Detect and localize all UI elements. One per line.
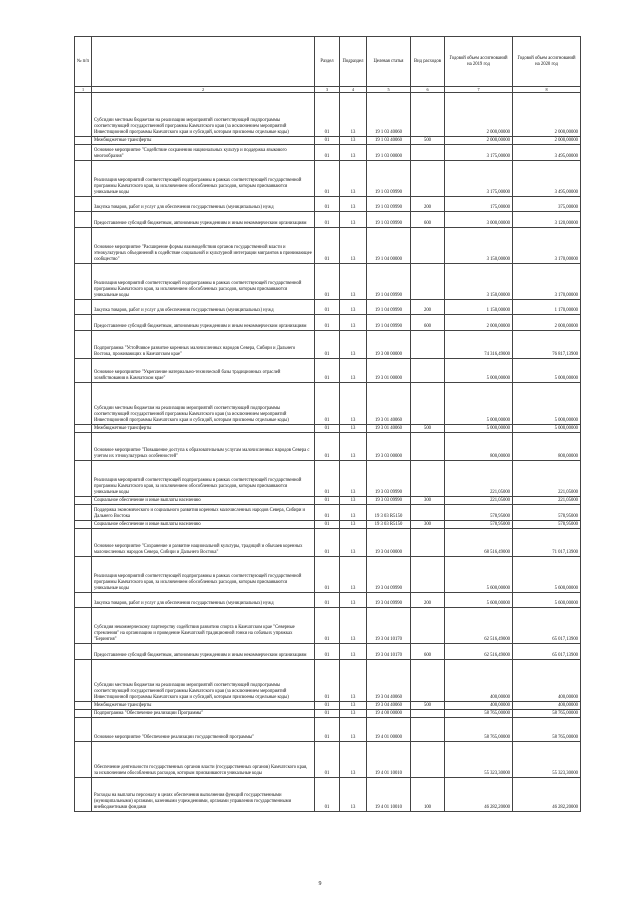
header-name (92, 37, 315, 87)
table-row (75, 710, 581, 718)
row-num-cell (75, 660, 92, 702)
row-kcsr-cell: 19 3 04 10170 (367, 608, 411, 644)
row-vr-cell (411, 710, 445, 718)
row-v2-cell: 3 170,00000 (513, 228, 581, 264)
table-row (75, 497, 581, 505)
row-podrazdel-cell: 13 (340, 197, 367, 212)
row-vr-cell (411, 505, 445, 521)
row-podrazdel-cell: 13 (340, 660, 367, 702)
row-vr-cell: 200 (411, 197, 445, 212)
row-podrazdel-cell: 13 (340, 331, 367, 359)
row-razdel-cell: 01 (315, 212, 340, 228)
row-vr-cell (411, 557, 445, 593)
row-vr-cell (411, 161, 445, 197)
table-row (75, 778, 581, 812)
row-num-cell (75, 264, 92, 300)
row-name-cell: Расходы на выплаты персоналу в целях обеспечения выполнения функций государственными (муниципальными) органами, казенными учреждениями, органами управления государственными внебюджетными фондами (92, 778, 315, 812)
row-podrazdel-cell: 13 (340, 505, 367, 521)
row-kcsr-cell: 19 1 03 09990 (367, 197, 411, 212)
row-podrazdel-cell: 13 (340, 557, 367, 593)
row-vr-cell: 500 (411, 425, 445, 433)
table-row (75, 461, 581, 497)
row-v1-cell: 5 000,00000 (445, 425, 513, 433)
row-vr-cell: 600 (411, 315, 445, 331)
row-num-cell (75, 702, 92, 710)
row-name-cell: Обеспечение деятельности государственных органов власти (государственных органов) Камчатского края, за исключением обособленных расходов, которым присваиваются уникальные коды (92, 742, 315, 778)
row-num-cell (75, 742, 92, 778)
row-razdel-cell: 01 (315, 300, 340, 315)
row-num-cell (75, 557, 92, 593)
column-number: 5 (367, 87, 411, 93)
row-kcsr-cell: 19 1 03 09990 (367, 212, 411, 228)
row-num-cell (75, 644, 92, 660)
row-podrazdel-cell: 13 (340, 93, 367, 137)
row-v1-cell: 400,00000 (445, 702, 513, 710)
row-razdel-cell: 01 (315, 197, 340, 212)
row-v2-cell: 76 817,13900 (513, 331, 581, 359)
row-vr-cell: 100 (411, 778, 445, 812)
row-name-cell: Предоставление субсидий бюджетным, автономным учреждениям и иным некоммерческим организациям (92, 315, 315, 331)
row-v1-cell: 3 000,00000 (445, 212, 513, 228)
row-vr-cell: 300 (411, 497, 445, 505)
row-name-cell: Межбюджетные трансферты (92, 137, 315, 145)
row-v1-cell: 3 175,00000 (445, 145, 513, 161)
row-kcsr-cell: 19 1 04 09990 (367, 264, 411, 300)
row-podrazdel-cell: 13 (340, 778, 367, 812)
row-v1-cell: 3 150,00000 (445, 264, 513, 300)
header-vid-rashodov: Вид расходов (411, 37, 445, 87)
row-v1-cell: 2 000,00000 (445, 137, 513, 145)
row-v2-cell: 1 170,00000 (513, 300, 581, 315)
row-podrazdel-cell: 13 (340, 644, 367, 660)
row-vr-cell (411, 383, 445, 425)
row-kcsr-cell: 19 3 00 00000 (367, 331, 411, 359)
row-name-cell: Основное мероприятие "Укрепление материально-технической базы традиционных отраслей хозяйствования в Камчатском крае" (92, 359, 315, 383)
row-vr-cell: 200 (411, 593, 445, 608)
row-num-cell (75, 718, 92, 742)
row-v2-cell: 65 017,13900 (513, 608, 581, 644)
row-name-cell: Реализация мероприятий соответствующей подпрограммы в рамках соответствующей государственной программы Камчатского края, за исключением обособленных расходов, которым присваиваются уникальные коды (92, 557, 315, 593)
row-name-cell: Межбюджетные трансферты (92, 702, 315, 710)
row-name-cell: Субсидии местным бюджетам на реализацию мероприятий соответствующей подпрограммы соответствующей государственной программы Камчатского края (за исключением мероприятий Инвестиционной программы Камчатского края и субсидий, которым присвоены отдельные коды) (92, 93, 315, 137)
row-name-cell: Основное мероприятие "Расширение формы взаимодействия органов государственной власти и этнокультурных объединений в содействие социальной и культурной интеграции мигрантов в принимающее сообщество" (92, 228, 315, 264)
row-vr-cell (411, 359, 445, 383)
row-podrazdel-cell: 13 (340, 315, 367, 331)
row-podrazdel-cell: 13 (340, 718, 367, 742)
row-kcsr-cell: 19 3 03 09990 (367, 497, 411, 505)
table-row (75, 228, 581, 264)
column-number: 1 (75, 87, 92, 93)
row-v1-cell: 578,95000 (445, 505, 513, 521)
row-num-cell (75, 505, 92, 521)
row-num-cell (75, 331, 92, 359)
row-v1-cell: 221,05000 (445, 461, 513, 497)
row-v2-cell: 221,05000 (513, 497, 581, 505)
row-v2-cell: 578,95000 (513, 505, 581, 521)
row-vr-cell: 500 (411, 702, 445, 710)
row-razdel-cell: 01 (315, 557, 340, 593)
row-razdel-cell: 01 (315, 778, 340, 812)
row-num-cell (75, 228, 92, 264)
row-razdel-cell: 01 (315, 660, 340, 702)
row-v1-cell: 800,00000 (445, 433, 513, 461)
row-v1-cell: 2 000,00000 (445, 315, 513, 331)
row-kcsr-cell: 19 1 03 40060 (367, 137, 411, 145)
column-number: 3 (315, 87, 340, 93)
row-num-cell (75, 778, 92, 812)
row-razdel-cell: 01 (315, 137, 340, 145)
row-name-cell: Реализация мероприятий соответствующей подпрограммы в рамках соответствующей государственной программы Камчатского края, за исключением обособленных расходов, которым присваиваются уникальные коды (92, 461, 315, 497)
row-num-cell (75, 425, 92, 433)
row-podrazdel-cell: 13 (340, 742, 367, 778)
row-kcsr-cell: 19 4 00 00000 (367, 710, 411, 718)
row-name-cell: Поддержка экономического и социального развития коренных малочисленных народов Севера, Сибири и Дальнего Востока (92, 505, 315, 521)
row-kcsr-cell: 19 3 03 09990 (367, 461, 411, 497)
row-kcsr-cell: 19 3 03 R5150 (367, 505, 411, 521)
table-row (75, 212, 581, 228)
page-number: 9 (318, 881, 322, 887)
row-v2-cell: 3 170,00000 (513, 264, 581, 300)
row-kcsr-cell: 19 3 01 00000 (367, 359, 411, 383)
row-v1-cell: 58 765,00000 (445, 718, 513, 742)
row-num-cell (75, 608, 92, 644)
row-kcsr-cell: 19 1 04 00000 (367, 228, 411, 264)
row-podrazdel-cell: 13 (340, 359, 367, 383)
row-vr-cell (411, 461, 445, 497)
row-name-cell: Основное мероприятие "Содействие сохранению национальных культур и поддержка языкового многообразия" (92, 145, 315, 161)
table-row (75, 593, 581, 608)
row-num-cell (75, 145, 92, 161)
row-kcsr-cell: 19 4 01 00000 (367, 718, 411, 742)
row-v1-cell: 46 282,20000 (445, 778, 513, 812)
row-v1-cell: 221,05000 (445, 497, 513, 505)
row-kcsr-cell: 19 3 03 00000 (367, 433, 411, 461)
column-number: 2 (92, 87, 315, 93)
column-number: 8 (513, 87, 581, 93)
table-row (75, 300, 581, 315)
row-num-cell (75, 93, 92, 137)
table-row (75, 264, 581, 300)
table-row (75, 433, 581, 461)
row-v2-cell: 65 017,13900 (513, 644, 581, 660)
row-razdel-cell: 01 (315, 608, 340, 644)
row-podrazdel-cell: 13 (340, 497, 367, 505)
table-row (75, 331, 581, 359)
row-podrazdel-cell: 13 (340, 228, 367, 264)
row-podrazdel-cell: 13 (340, 433, 367, 461)
row-v1-cell: 1 150,00000 (445, 300, 513, 315)
row-kcsr-cell: 19 3 03 R5150 (367, 521, 411, 529)
row-num-cell (75, 593, 92, 608)
row-vr-cell (411, 660, 445, 702)
row-razdel-cell: 01 (315, 228, 340, 264)
row-v2-cell: 55 323,30000 (513, 742, 581, 778)
row-razdel-cell: 01 (315, 702, 340, 710)
row-razdel-cell: 01 (315, 425, 340, 433)
row-kcsr-cell: 19 3 04 09990 (367, 557, 411, 593)
row-v2-cell: 5 000,00000 (513, 383, 581, 425)
table-row (75, 529, 581, 557)
row-kcsr-cell: 19 1 04 09990 (367, 300, 411, 315)
row-v2-cell: 3 120,00000 (513, 212, 581, 228)
row-podrazdel-cell: 13 (340, 529, 367, 557)
row-num-cell (75, 497, 92, 505)
table-row (75, 145, 581, 161)
row-kcsr-cell: 19 3 04 10170 (367, 644, 411, 660)
row-razdel-cell: 01 (315, 461, 340, 497)
row-podrazdel-cell: 13 (340, 425, 367, 433)
row-v2-cell: 800,00000 (513, 433, 581, 461)
row-kcsr-cell: 19 3 04 40060 (367, 660, 411, 702)
row-razdel-cell: 01 (315, 359, 340, 383)
row-v2-cell: 5 600,00000 (513, 557, 581, 593)
row-num-cell (75, 161, 92, 197)
row-razdel-cell: 01 (315, 521, 340, 529)
row-num-cell (75, 197, 92, 212)
row-num-cell (75, 212, 92, 228)
table-row (75, 608, 581, 644)
row-vr-cell (411, 433, 445, 461)
table-row (75, 359, 581, 383)
table-row (75, 383, 581, 425)
row-v1-cell: 3 150,00000 (445, 228, 513, 264)
row-v1-cell: 62 516,49000 (445, 608, 513, 644)
row-razdel-cell: 01 (315, 161, 340, 197)
row-kcsr-cell: 19 1 03 00000 (367, 145, 411, 161)
row-v2-cell: 5 600,00000 (513, 593, 581, 608)
row-v2-cell: 5 000,00000 (513, 359, 581, 383)
row-name-cell: Социальное обеспечение и иные выплаты населению (92, 497, 315, 505)
row-v2-cell: 2 000,00000 (513, 137, 581, 145)
row-razdel-cell: 01 (315, 497, 340, 505)
table-row (75, 93, 581, 137)
row-kcsr-cell: 19 4 01 10010 (367, 742, 411, 778)
row-kcsr-cell: 19 4 01 10010 (367, 778, 411, 812)
row-v2-cell: 2 000,00000 (513, 93, 581, 137)
row-kcsr-cell: 19 1 03 09990 (367, 161, 411, 197)
row-v1-cell: 5 000,00000 (445, 383, 513, 425)
row-razdel-cell: 01 (315, 505, 340, 521)
row-name-cell: Основное мероприятие "Повышение доступа к образовательным услугам малочисленных народов Севера с учетом их этнокультурных особенностей" (92, 433, 315, 461)
row-num-cell (75, 461, 92, 497)
row-podrazdel-cell: 13 (340, 300, 367, 315)
row-num-cell (75, 137, 92, 145)
row-v1-cell: 58 765,00000 (445, 710, 513, 718)
table-row (75, 644, 581, 660)
header-row (75, 37, 581, 87)
table-row (75, 521, 581, 529)
row-name-cell: Реализация мероприятий соответствующей подпрограммы в рамках соответствующей государственной программы Камчатского края, за исключением обособленных расходов, которым присваиваются уникальные коды (92, 264, 315, 300)
table-row (75, 718, 581, 742)
row-v2-cell: 3 495,00000 (513, 145, 581, 161)
table-row (75, 505, 581, 521)
row-podrazdel-cell: 13 (340, 212, 367, 228)
row-vr-cell: 600 (411, 644, 445, 660)
row-podrazdel-cell: 13 (340, 161, 367, 197)
row-vr-cell: 200 (411, 300, 445, 315)
row-name-cell: Закупка товаров, работ и услуг для обеспечения государственных (муниципальных) нужд (92, 300, 315, 315)
row-name-cell: Закупка товаров, работ и услуг для обеспечения государственных (муниципальных) нужд (92, 593, 315, 608)
row-vr-cell: 500 (411, 137, 445, 145)
row-podrazdel-cell: 13 (340, 383, 367, 425)
row-name-cell: Основное мероприятие "Сохранение и развитие национальной культуры, традиций и обычаев коренных малочисленных народов Севера, Сибири и Дальнего Востока" (92, 529, 315, 557)
row-vr-cell (411, 145, 445, 161)
row-razdel-cell: 01 (315, 264, 340, 300)
header-tselevaya-statya: Целевая статья (367, 37, 411, 87)
row-v1-cell: 5 000,00000 (445, 359, 513, 383)
row-name-cell: Подпрограмма "Устойчивое развитие коренных малочисленных народов Севера, Сибири и Дальнего Востока, проживающих в Камчатском крае" (92, 331, 315, 359)
row-num-cell (75, 433, 92, 461)
row-v2-cell: 3 495,00000 (513, 161, 581, 197)
header-podrazdel: Подраздел (340, 37, 367, 87)
row-name-cell: Межбюджетные трансферты (92, 425, 315, 433)
row-podrazdel-cell: 13 (340, 461, 367, 497)
column-number: 6 (411, 87, 445, 93)
row-name-cell: Субсидии местным бюджетам на реализацию мероприятий соответствующей подпрограммы соответствующей государственной программы Камчатского края (за исключением мероприятий Инвестиционной программы Камчатского края и субсидий, которым присвоены отдельные коды) (92, 383, 315, 425)
header-god2: Годовой объем ассигнований на 2020 год (513, 37, 581, 87)
row-name-cell: Закупка товаров, работ и услуг для обеспечения государственных (муниципальных) нужд (92, 197, 315, 212)
row-podrazdel-cell: 13 (340, 145, 367, 161)
row-podrazdel-cell: 13 (340, 521, 367, 529)
row-kcsr-cell: 19 3 04 09990 (367, 593, 411, 608)
table-row (75, 742, 581, 778)
row-v1-cell: 5 600,00000 (445, 557, 513, 593)
row-num-cell (75, 710, 92, 718)
row-v1-cell: 2 000,00000 (445, 93, 513, 137)
row-vr-cell (411, 228, 445, 264)
row-razdel-cell: 01 (315, 710, 340, 718)
row-name-cell: Предоставление субсидий бюджетным, автономным учреждениям и иным некоммерческим организациям (92, 212, 315, 228)
row-num-cell (75, 383, 92, 425)
row-v2-cell: 400,00000 (513, 660, 581, 702)
table-row (75, 660, 581, 702)
budget-table (74, 36, 581, 812)
row-razdel-cell: 01 (315, 315, 340, 331)
row-razdel-cell: 01 (315, 331, 340, 359)
row-vr-cell: 600 (411, 212, 445, 228)
row-v2-cell: 46 282,20000 (513, 778, 581, 812)
row-v2-cell: 58 765,00000 (513, 710, 581, 718)
row-name-cell: Подпрограмма "Обеспечение реализации Программы" (92, 710, 315, 718)
row-v1-cell: 74 316,49000 (445, 331, 513, 359)
row-podrazdel-cell: 13 (340, 608, 367, 644)
row-vr-cell (411, 718, 445, 742)
row-kcsr-cell: 19 3 04 40060 (367, 702, 411, 710)
row-v2-cell: 221,05000 (513, 461, 581, 497)
header-god1: Годовой объем ассигнований на 2019 год (445, 37, 513, 87)
table-row (75, 315, 581, 331)
row-podrazdel-cell: 13 (340, 137, 367, 145)
row-v1-cell: 5 600,00000 (445, 593, 513, 608)
table-row (75, 557, 581, 593)
row-kcsr-cell: 19 1 03 40060 (367, 93, 411, 137)
column-number: 7 (445, 87, 513, 93)
row-num-cell (75, 300, 92, 315)
row-razdel-cell: 01 (315, 383, 340, 425)
row-num-cell (75, 315, 92, 331)
row-razdel-cell: 01 (315, 93, 340, 137)
row-name-cell: Реализация мероприятий соответствующей подпрограммы в рамках соответствующей государственной программы Камчатского края, за исключением обособленных расходов, которым присваиваются уникальные коды (92, 161, 315, 197)
row-vr-cell: 300 (411, 521, 445, 529)
row-razdel-cell: 01 (315, 644, 340, 660)
row-v1-cell: 175,00000 (445, 197, 513, 212)
row-podrazdel-cell: 13 (340, 710, 367, 718)
table-row (75, 425, 581, 433)
row-vr-cell (411, 742, 445, 778)
row-podrazdel-cell: 13 (340, 264, 367, 300)
row-vr-cell (411, 529, 445, 557)
row-v2-cell: 2 000,00000 (513, 315, 581, 331)
row-v1-cell: 400,00000 (445, 660, 513, 702)
row-razdel-cell: 01 (315, 742, 340, 778)
row-name-cell: Субсидия некоммерческому партнерству содействия развитию спорта в Камчатском крае "Северные стремления" на организацию и проведение Камчатской традиционной гонки на собачьих упряжках "Берингия" (92, 608, 315, 644)
row-v2-cell: 71 017,13900 (513, 529, 581, 557)
row-razdel-cell: 01 (315, 433, 340, 461)
row-razdel-cell: 01 (315, 718, 340, 742)
row-name-cell: Основное мероприятие "Обеспечение реализации государственной программы" (92, 718, 315, 742)
row-v2-cell: 375,00000 (513, 197, 581, 212)
row-num-cell (75, 521, 92, 529)
row-v2-cell: 400,00000 (513, 702, 581, 710)
row-v2-cell: 578,95000 (513, 521, 581, 529)
table-body (75, 93, 581, 812)
row-name-cell: Предоставление субсидий бюджетным, автономным учреждениям и иным некоммерческим организациям (92, 644, 315, 660)
row-num-cell (75, 529, 92, 557)
row-kcsr-cell: 19 1 04 09990 (367, 315, 411, 331)
table-row (75, 197, 581, 212)
column-number: 4 (340, 87, 367, 93)
row-v1-cell: 55 323,30000 (445, 742, 513, 778)
header-razdel: Раздел (315, 37, 340, 87)
row-vr-cell (411, 331, 445, 359)
row-kcsr-cell: 19 3 01 40060 (367, 425, 411, 433)
row-v1-cell: 62 516,49000 (445, 644, 513, 660)
row-name-cell: Социальное обеспечение и иные выплаты населению (92, 521, 315, 529)
row-v2-cell: 58 765,00000 (513, 718, 581, 742)
row-kcsr-cell: 19 3 04 00000 (367, 529, 411, 557)
row-razdel-cell: 01 (315, 593, 340, 608)
table-row (75, 161, 581, 197)
row-podrazdel-cell: 13 (340, 593, 367, 608)
row-v2-cell: 5 000,00000 (513, 425, 581, 433)
table-row (75, 702, 581, 710)
row-podrazdel-cell: 13 (340, 702, 367, 710)
row-v1-cell: 578,95000 (445, 521, 513, 529)
row-v1-cell: 68 516,49000 (445, 529, 513, 557)
row-vr-cell (411, 608, 445, 644)
row-razdel-cell: 01 (315, 529, 340, 557)
row-name-cell: Субсидии местным бюджетам на реализацию мероприятий соответствующей подпрограммы соответствующей государственной программы Камчатского края (за исключением мероприятий Инвестиционной программы Камчатского края и субсидий, которым присвоены отдельные коды) (92, 660, 315, 702)
header-num: № п/п (75, 37, 92, 87)
row-razdel-cell: 01 (315, 145, 340, 161)
row-v1-cell: 3 175,00000 (445, 161, 513, 197)
row-vr-cell (411, 264, 445, 300)
row-kcsr-cell: 19 3 01 40060 (367, 383, 411, 425)
row-vr-cell (411, 93, 445, 137)
table-row (75, 137, 581, 145)
row-num-cell (75, 359, 92, 383)
